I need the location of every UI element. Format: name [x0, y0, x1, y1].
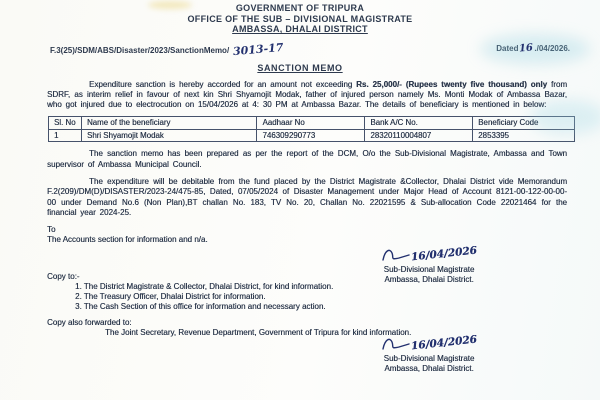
header-district-line: AMBASSA, DHALAI DISTRICT [232, 24, 368, 34]
paragraph-expenditure: The expenditure will be debitable from the fund placed by the District Magistrate &Collector, Dhalai District vide Memorandum F.2(209)/DM(D)/DISASTER/2023-24/475-85, Dated, 07/05/2024 of Disaster Management under Major Head of Account 8121-00-122-00-00-00 under Demand No.6 (Non Plan),BT challan No. 183, TV No. 20, Challan No. 22021595 & Sub-allocation Code 22021464 for the financial year 2024-25. [47, 176, 567, 217]
table-header-row [49, 117, 575, 130]
dated-label: Dated [496, 43, 519, 53]
header-government-line: GOVERNMENT OF TRIPURA [235, 3, 365, 13]
paragraph-sanction [47, 80, 567, 111]
cell-sl-no: 1 [49, 129, 82, 142]
to-recipient: The Accounts section for information and n/a. [47, 235, 208, 245]
signatory-designation: Sub-Divisional Magistrate [383, 265, 475, 275]
copy-forwarded-item: The Joint Secretary, Revenue Department, Government of Tripura for kind information. [105, 328, 412, 338]
copy-to-item: 1. The District Magistrate & Collector, Dhalai District, for kind information. [75, 282, 334, 292]
signature-1 [354, 244, 504, 265]
col-header-bank-ac: Bank A/C No. [365, 117, 473, 130]
copy-forwarded-label: Copy also forwarded to: [47, 318, 132, 328]
cell-beneficiary-code: 2853395 [473, 129, 575, 142]
signature-scribble-icon [380, 247, 410, 262]
beneficiary-table [48, 116, 575, 142]
memo-number: F.3(25)/SDM/ABS/Disaster/2023/SanctionMemo/ [50, 45, 230, 55]
col-header-name: Name of the beneficiary [81, 117, 257, 130]
signatory-location: Ambassa, Dhalai District. [384, 363, 474, 373]
copy-to-label: Copy to:- [47, 272, 80, 282]
copy-to-item: 2. The Treasury Officer, Dhalai District for information. [75, 292, 266, 302]
cell-bank-ac: 28320110004807 [365, 129, 473, 142]
signatory-location: Ambassa, Dhalai District. [384, 274, 474, 284]
paragraph-sanction-end: from SDRF, as interim relief in favour of next kin Shri Shyamojit Modak, father of injured person namely Ms. Monti Modak of Ambassa Bazar, who got injured due to electrocution on 15/04/2026 at 4: 30 PM at Ambassa Bazar. The details of beneficiary is mentioned in below: [47, 79, 568, 110]
document-header [0, 0, 600, 35]
dated-rest: ./04/2026. [534, 43, 570, 53]
signature-date-handwritten: 16/04/2026 [410, 333, 478, 353]
dated-day-handwritten: 16 [519, 42, 534, 54]
col-header-sl-no: Sl. No [49, 117, 82, 130]
signatory-designation: Sub-Divisional Magistrate [383, 354, 475, 364]
addressee-block [47, 225, 567, 245]
document-title: SANCTION MEMO [257, 62, 343, 73]
signature-date-handwritten: 16/04/2026 [410, 244, 478, 264]
cell-name: Shri Shyamojit Modak [81, 129, 257, 142]
signature-block-1 [354, 244, 504, 284]
reference-row [50, 40, 570, 58]
memo-number-handwritten: 3013-17 [232, 40, 285, 58]
table-row [49, 129, 575, 142]
dated-field [496, 43, 570, 54]
col-header-beneficiary-code: Beneficiary Code [473, 117, 575, 130]
header-office-line: OFFICE OF THE SUB – DIVISIONAL MAGISTRATE [187, 13, 413, 24]
paragraph-prepared: The sanction memo has been prepared as per the report of the DCM, O/o the Sub-Divisional Magistrate, Ambassa and Town supervisor of Ambassa Municipal Council. [47, 149, 567, 169]
col-header-aadhaar: Aadhaar No [257, 117, 365, 130]
paragraph-sanction-start: Expenditure sanction is hereby accorded for an amount not exceeding [89, 79, 357, 89]
signature-2 [354, 333, 504, 354]
copy-forwarded-section [47, 318, 567, 338]
signature-block-2 [354, 333, 504, 373]
cell-aadhaar: 746309290773 [257, 129, 365, 142]
amount-bold-text: Rs. 25,000/- (Rupees twenty five thousand) only [356, 79, 548, 89]
to-label: To [47, 225, 56, 235]
signature-scribble-icon [380, 336, 410, 351]
copy-to-item: 3. The Cash Section of this office for information and necessary action. [75, 302, 326, 312]
memo-reference [50, 40, 285, 58]
copy-to-list [75, 282, 567, 312]
